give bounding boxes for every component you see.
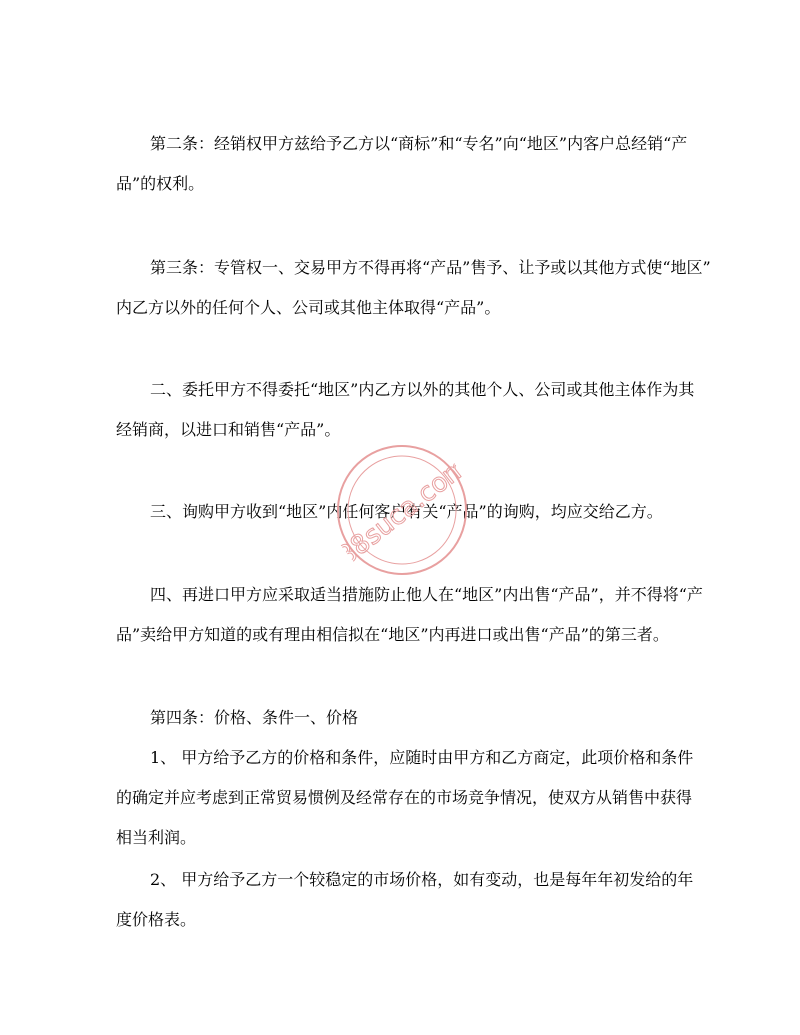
text-line: 四、再进口甲方应采取适当措施防止他人在“地区”内出售“产品”，并不得将“产 [150, 585, 703, 604]
article-4-heading [116, 698, 688, 738]
clause-3-paragraph [116, 492, 688, 532]
clause-4-paragraph [116, 575, 703, 655]
text-line: 1、 甲方给予乙方的价格和条件，应随时由甲方和乙方商定，此项价格和条件 [150, 748, 694, 767]
text-line: 的确定并应考虑到正常贸易惯例及经常存在的市场竞争情况，使双方从销售中获得 [116, 788, 693, 807]
text-line: 品”的权利。 [116, 174, 205, 193]
text-line: 第二条：经销权甲方兹给予乙方以“商标”和“专名”向“地区”内客户总经销“产 [150, 134, 688, 153]
text-line: 第三条：专管权一、交易甲方不得再将“产品”售予、让予或以其他方式使“地区” [150, 258, 711, 277]
clause-2-paragraph [116, 370, 695, 450]
article-3-paragraph [116, 248, 711, 328]
article-2-paragraph [116, 124, 688, 204]
text-line: 品”卖给甲方知道的或有理由相信拟在“地区”内再进口或出售“产品”的第三者。 [116, 625, 669, 644]
article-4-item-1 [116, 738, 694, 858]
watermark-text: 88suca.com [332, 451, 475, 572]
text-line: 2、 甲方给予乙方一个较稳定的市场价格，如有变动，也是每年年初发给的年 [150, 870, 694, 889]
text-line: 经销商，以进口和销售“产品”。 [116, 420, 341, 439]
text-line: 二、委托甲方不得委托“地区”内乙方以外的其他个人、公司或其他主体作为其 [150, 380, 695, 399]
text-line: 第四条：价格、条件一、价格 [150, 708, 359, 727]
text-line: 三、询购甲方收到“地区”内任何客户有关“产品”的询购，均应交给乙方。 [150, 502, 663, 521]
text-line: 相当利润。 [116, 828, 197, 847]
article-4-item-2 [116, 860, 694, 940]
text-line: 度价格表。 [116, 910, 197, 929]
text-line: 内乙方以外的任何个人、公司或其他主体取得“产品”。 [116, 298, 501, 317]
